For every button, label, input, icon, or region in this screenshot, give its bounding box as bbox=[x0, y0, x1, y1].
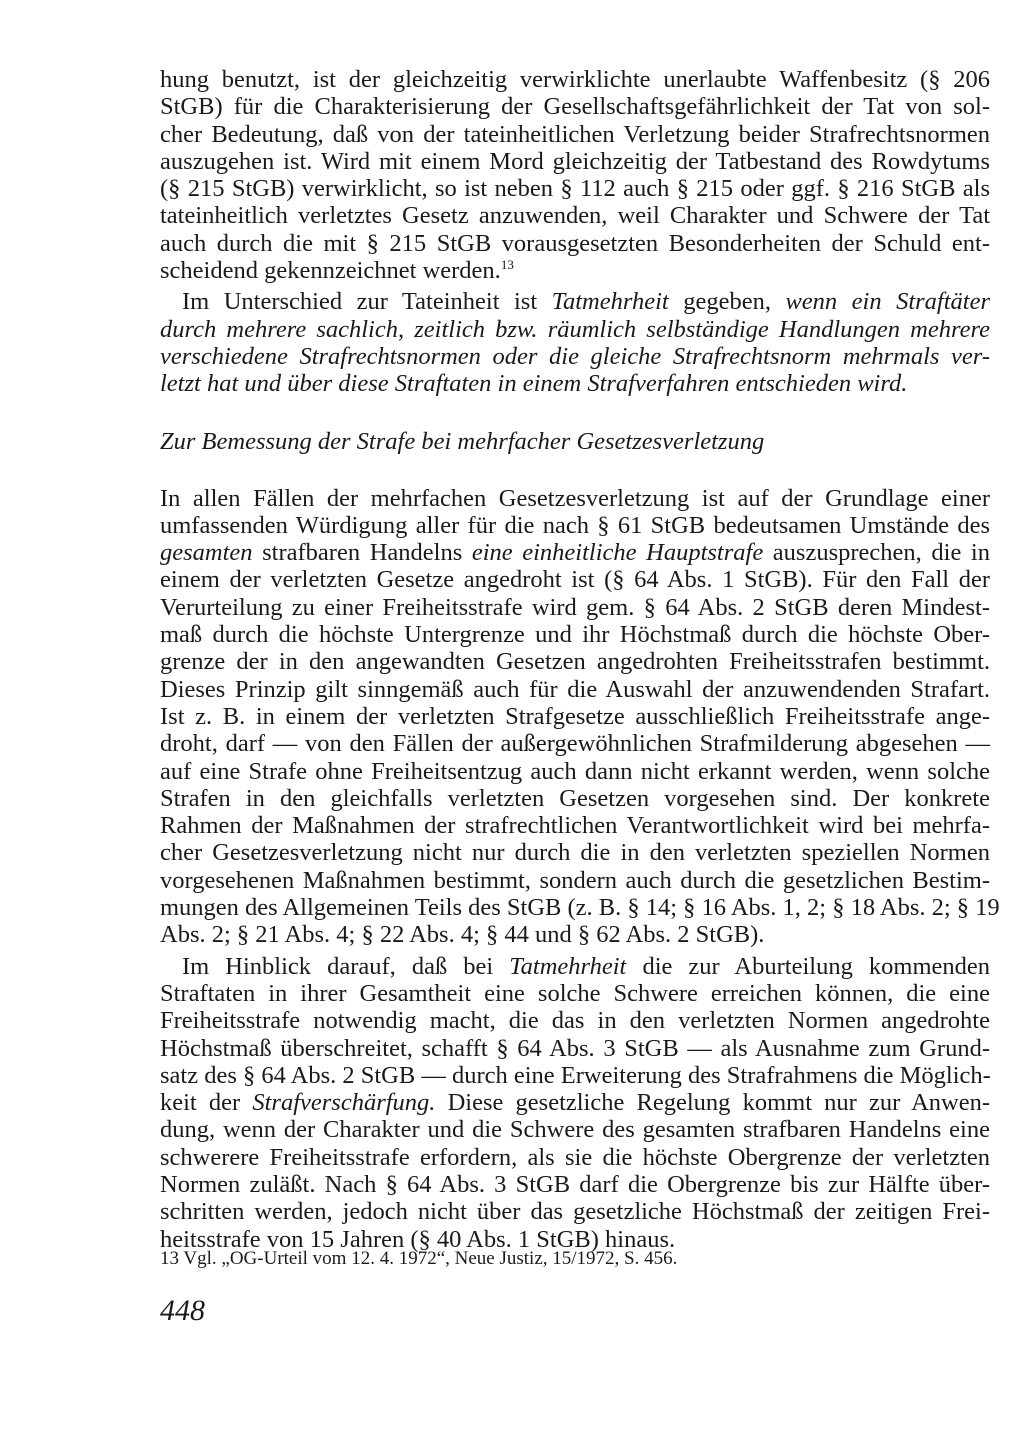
text-line: Freiheitsstrafe notwendig macht, die das in den verletzten Normen angedrohte bbox=[160, 1007, 990, 1035]
text-line: auch durch die mit § 215 StGB vorausgesetzten Besonderheiten der Schuld ent- bbox=[160, 229, 990, 257]
emphasis-term: Strafverschärfung. bbox=[252, 1089, 436, 1117]
text-line: einem der verletzten Gesetze angedroht ist (§ 64 Abs. 1 StGB). Für den Fall der bbox=[160, 566, 990, 594]
page-number: 448 bbox=[160, 1294, 205, 1327]
text-line bbox=[160, 288, 990, 315]
text-segment: strafbaren Handelns bbox=[252, 539, 472, 567]
text-segment: scheidend gekennzeichnet werden. bbox=[160, 257, 501, 285]
text-segment: die zur Aburteilung kommenden bbox=[626, 952, 991, 980]
text-line: schwerere Freiheitsstrafe erfordern, als sie die höchste Obergrenze der verletzten bbox=[160, 1143, 990, 1171]
text-line bbox=[160, 1089, 990, 1116]
text-line: Ist z. B. in einem der verletzten Strafgesetze ausschließlich Freiheitsstrafe ange- bbox=[160, 702, 990, 730]
text-line: Höchstmaß überschreitet, schafft § 64 Abs. 3 StGB — als Ausnahme zum Grund- bbox=[160, 1034, 990, 1062]
text-line: Normen zuläßt. Nach § 64 Abs. 3 StGB darf die Obergrenze bis zur Hälfte über- bbox=[160, 1170, 990, 1198]
text-segment: Im Hinblick darauf, daß bei bbox=[182, 952, 510, 980]
text-line: hung benutzt, ist der gleichzeitig verwirklichte unerlaubte Waffenbesitz (§ 206 bbox=[160, 66, 990, 93]
text-line: dung, wenn der Charakter und die Schwere des gesamten strafbaren Handelns eine bbox=[160, 1116, 990, 1144]
text-segment: gegeben, bbox=[668, 288, 786, 316]
text-line: satz des § 64 Abs. 2 StGB — durch eine Erweiterung des Strafrahmens die Möglich- bbox=[160, 1061, 991, 1089]
text-line: letzt hat und über diese Straftaten in einem Strafverfahren entschieden wird. bbox=[160, 370, 908, 398]
text-line bbox=[160, 257, 990, 284]
text-line: Straftaten in ihrer Gesamtheit eine solche Schwere erreichen können, die eine bbox=[160, 979, 990, 1007]
emphasis-term: gesamten bbox=[160, 539, 253, 567]
text-line: Abs. 2; § 21 Abs. 4; § 22 Abs. 4; § 44 und § 62 Abs. 2 StGB). bbox=[160, 921, 765, 949]
text-line: auf eine Strafe ohne Freiheitsentzug auch dann nicht erkannt werden, wenn solche bbox=[160, 757, 990, 785]
text-line: heitsstrafe von 15 Jahren (§ 40 Abs. 1 StGB) hinaus. bbox=[160, 1225, 676, 1253]
text-line: auszugehen ist. Wird mit einem Mord gleichzeitig der Tatbestand des Rowdytums bbox=[160, 147, 990, 175]
text-segment: Diese gesetzliche Regelung kommt nur zur Anwen- bbox=[435, 1089, 990, 1117]
text-line: umfassenden Würdigung aller für die nach § 61 StGB bedeutsamen Umstände des bbox=[160, 511, 990, 539]
paragraph-3 bbox=[160, 484, 1000, 949]
text-line: In allen Fällen der mehrfachen Gesetzesverletzung ist auf der Grundlage einer bbox=[160, 484, 990, 512]
footnote-reference: 13 bbox=[500, 257, 514, 273]
text-line: schritten werden, jedoch nicht über das gesetzliche Höchstmaß der zeitigen Frei- bbox=[160, 1198, 990, 1226]
text-line: StGB) für die Charakterisierung der Gesellschaftsgefährlichkeit der Tat von sol- bbox=[160, 93, 990, 121]
text-line: grenze der in den angewandten Gesetzen angedrohten Freiheitsstrafen bestimmt. bbox=[160, 648, 990, 676]
paragraph-4 bbox=[160, 953, 990, 1253]
emphasis-text: wenn ein Straftäter bbox=[785, 288, 990, 316]
text-line: verschiedene Strafrechtsnormen oder die gleiche Strafrechtsnorm mehrmals ver- bbox=[160, 342, 990, 370]
section-heading: Zur Bemessung der Strafe bei mehrfacher Gesetzesverletzung bbox=[160, 427, 765, 455]
text-line: Strafen in den gleichfalls verletzten Gesetzen vorgesehen sind. Der konkrete bbox=[160, 784, 990, 812]
text-line: vorgesehenen Maßnahmen bestimmt, sondern auch durch die gesetzlichen Bestim- bbox=[160, 866, 990, 894]
text-line: cher Bedeutung, daß von der tateinheitlichen Verletzung beider Strafrechtsnormen bbox=[160, 120, 990, 148]
emphasis-term: Tatmehrheit bbox=[551, 288, 669, 316]
text-line: Rahmen der Maßnahmen der strafrechtlichen Verantwortlichkeit wird bei mehrfa- bbox=[160, 812, 990, 840]
emphasis-term: eine einheitliche Hauptstrafe bbox=[471, 539, 764, 567]
text-segment: keit der bbox=[160, 1089, 253, 1117]
text-line: mungen des Allgemeinen Teils des StGB (z. B. § 14; § 16 Abs. 1, 2; § 18 Abs. 2; § 19 bbox=[160, 894, 1000, 922]
text-segment: Im Unterschied zur Tateinheit ist bbox=[182, 288, 552, 316]
text-line: droht, darf — von den Fällen der außergewöhnlichen Strafmilderung abgesehen — bbox=[160, 730, 990, 758]
text-line: Verurteilung zu einer Freiheitsstrafe wird gem. § 64 Abs. 2 StGB deren Mindest- bbox=[160, 593, 990, 621]
spacer bbox=[160, 455, 990, 485]
paragraph-1 bbox=[160, 66, 990, 284]
paragraph-2 bbox=[160, 288, 990, 397]
page-body bbox=[160, 66, 1000, 1257]
text-line: tateinheitlich verletztes Gesetz anzuwenden, weil Charakter und Schwere der Tat bbox=[160, 202, 990, 230]
text-line: durch mehrere sachlich, zeitlich bzw. räumlich selbständige Handlungen mehrere bbox=[160, 315, 990, 343]
text-line: (§ 215 StGB) verwirklicht, so ist neben § 112 auch § 215 oder ggf. § 216 StGB als bbox=[160, 175, 990, 203]
text-line: Dieses Prinzip gilt sinngemäß auch für die Auswahl der anzuwendenden Strafart. bbox=[160, 675, 990, 703]
text-segment: auszusprechen, die in bbox=[763, 539, 990, 567]
text-line: cher Gesetzesverletzung nicht nur durch die in den verletzten speziellen Normen bbox=[160, 839, 990, 867]
text-line bbox=[160, 539, 990, 566]
emphasis-term: Tatmehrheit bbox=[509, 952, 627, 980]
text-line: maß durch die höchste Untergrenze und ihr Höchstmaß durch die höchste Ober- bbox=[160, 621, 990, 649]
text-line bbox=[160, 953, 990, 980]
footnote: 13 Vgl. „OG-Urteil vom 12. 4. 1972“, Neue Justiz, 15/1972, S. 456. bbox=[160, 1248, 678, 1269]
